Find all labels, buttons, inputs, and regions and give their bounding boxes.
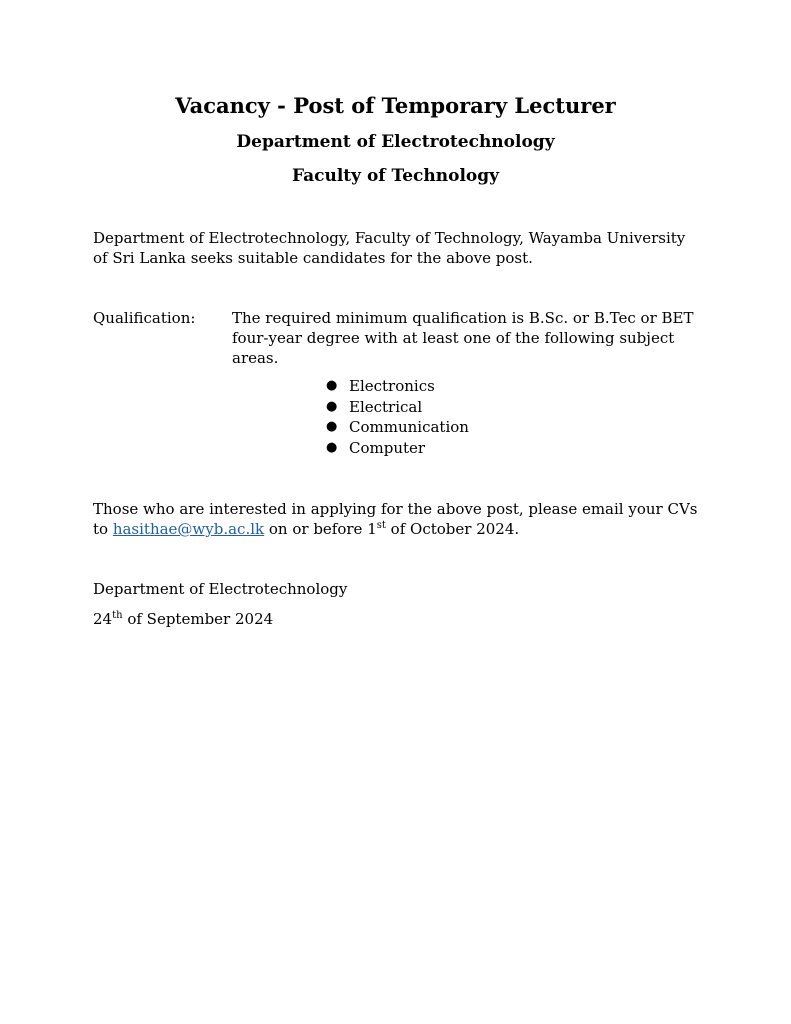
bullet-icon: ● <box>326 439 338 455</box>
list-item <box>326 417 469 438</box>
bullet-icon: ● <box>326 378 338 393</box>
footer-department: Department of Electrotechnology <box>93 580 348 598</box>
qualification-label: Qualification: <box>93 309 196 327</box>
page-title: Vacancy - Post of Temporary Lecturer <box>175 93 616 118</box>
bullet-icon: ● <box>326 398 338 414</box>
intro-paragraph <box>93 228 703 268</box>
subject-list <box>326 376 469 458</box>
intro-line: Department of Electrotechnology, Faculty of Technology, Wayamba University <box>93 229 686 247</box>
qualification-text <box>232 308 712 368</box>
application-paragraph <box>93 499 703 539</box>
list-item <box>326 397 469 418</box>
application-middle: on or before 1 <box>264 520 377 538</box>
qualification-line: The required minimum qualification is B.Sc. or B.Tec or BET <box>232 309 694 327</box>
application-line: Those who are interested in applying for the above post, please email your CVs <box>93 500 698 518</box>
date-rest: of September 2024 <box>122 610 274 628</box>
subject-label: Electronics <box>349 377 435 395</box>
email-link[interactable]: hasithae@wyb.ac.lk <box>112 520 265 538</box>
application-line <box>93 519 703 539</box>
subject-label: Communication <box>349 418 469 436</box>
subject-label: Computer <box>349 438 426 457</box>
subject-label: Electrical <box>349 397 423 416</box>
qualification-line: four-year degree with at least one of the following subject <box>232 329 675 347</box>
date-day: 24 <box>93 610 113 628</box>
intro-line: of Sri Lanka seeks suitable candidates for the above post. <box>93 249 533 267</box>
qualification-line: areas. <box>232 349 279 367</box>
list-item <box>326 438 469 459</box>
department-heading: Department of Electrotechnology <box>236 132 555 152</box>
list-item <box>326 376 469 397</box>
bullet-icon: ● <box>326 419 338 434</box>
application-prefix: to <box>93 520 113 538</box>
ordinal-superscript: st <box>376 520 386 531</box>
date-ordinal: th <box>112 610 123 621</box>
application-suffix: of October 2024. <box>385 520 520 538</box>
faculty-heading: Faculty of Technology <box>291 166 500 186</box>
footer-date <box>93 609 273 629</box>
